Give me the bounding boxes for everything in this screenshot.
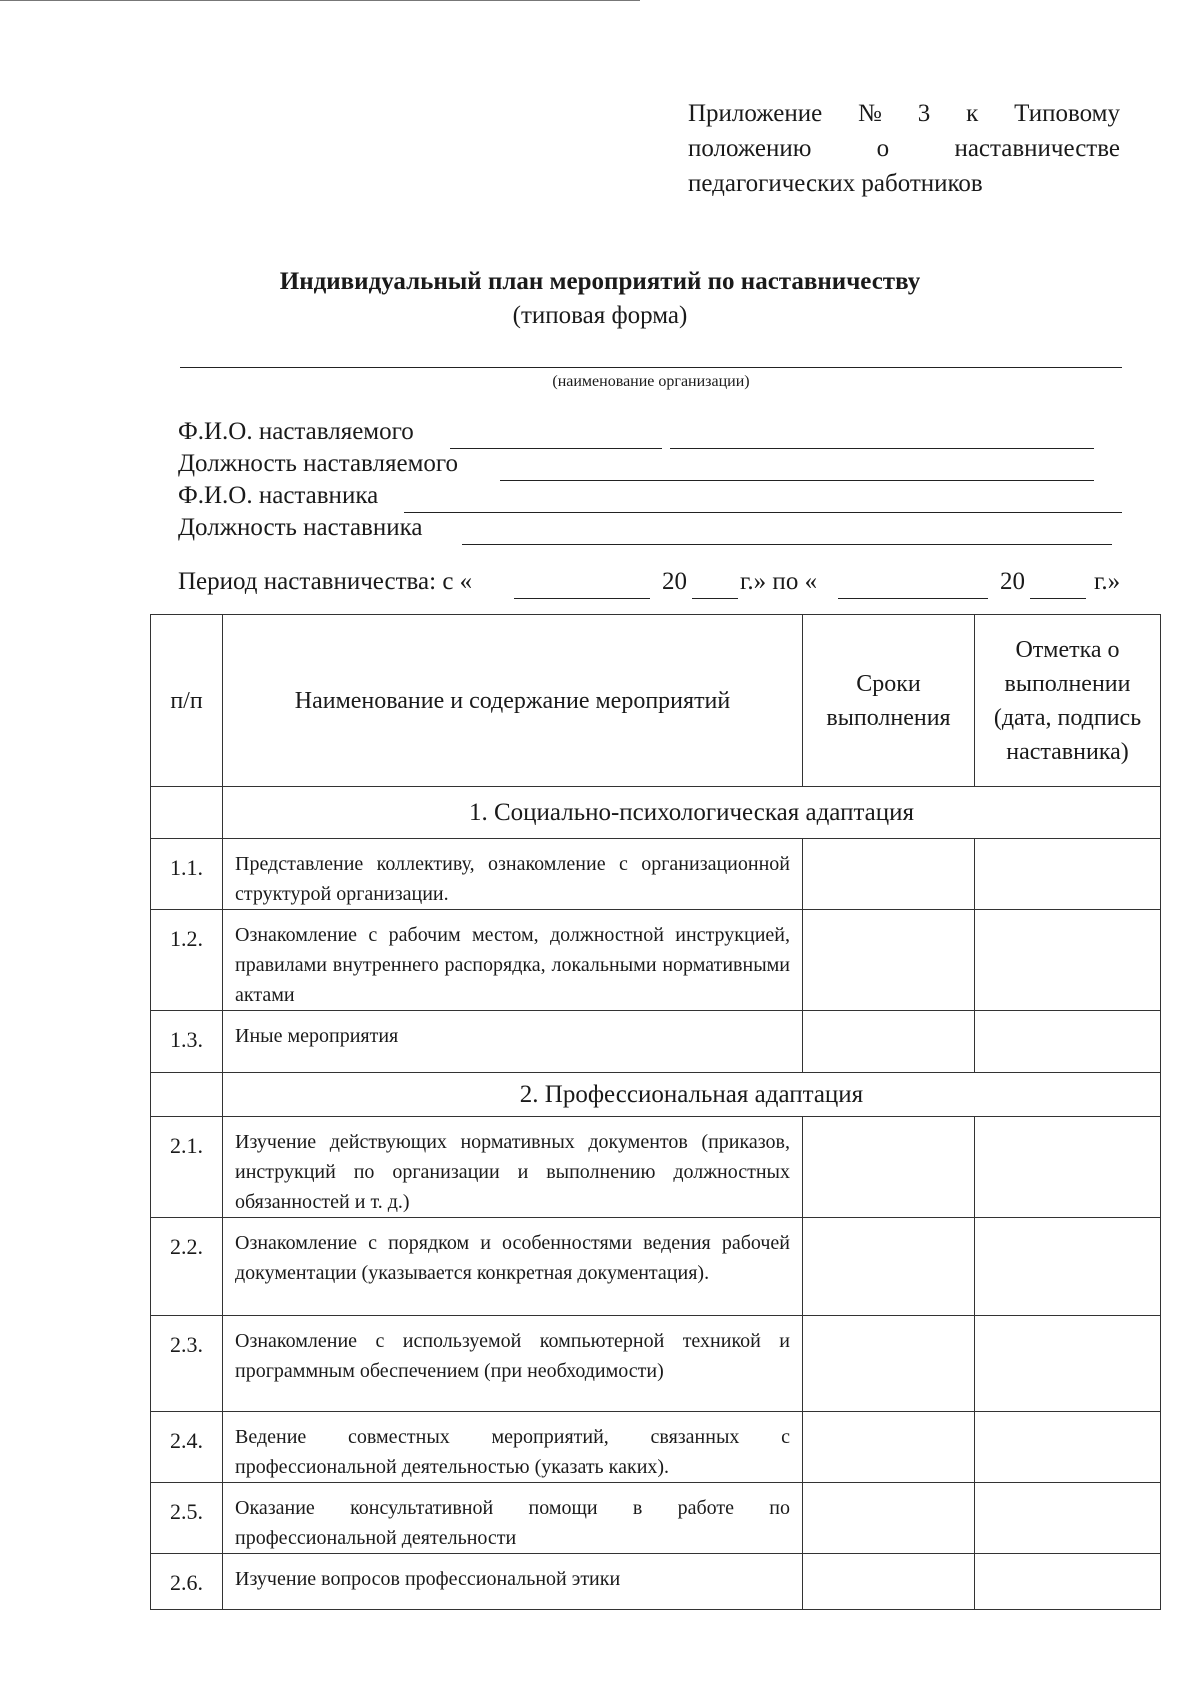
row-deadline-cell[interactable]: [803, 1554, 975, 1610]
table-row: [151, 1483, 1161, 1554]
row-num: 2.6.: [151, 1554, 223, 1610]
row-text: Ознакомление с порядком и особенностями ведения рабочей документации (указывается конкретная документация).: [223, 1218, 803, 1316]
row-text: Изучение вопросов профессиональной этики: [223, 1554, 803, 1610]
table-row: [151, 1011, 1161, 1073]
section-row: [151, 787, 1161, 839]
table-header-row: [151, 615, 1161, 787]
row-num: 2.2.: [151, 1218, 223, 1316]
row-num: 2.1.: [151, 1117, 223, 1218]
row-mark-cell[interactable]: [975, 1483, 1161, 1554]
appendix-word: о: [876, 135, 890, 162]
row-mark-cell[interactable]: [975, 1011, 1161, 1073]
table-row: [151, 1554, 1161, 1610]
row-num: 1.3.: [151, 1011, 223, 1073]
appendix-word: Приложение: [688, 100, 823, 127]
period-end-year-blank[interactable]: [1030, 598, 1086, 599]
period-year-1: 20: [662, 568, 687, 595]
mentee-position-blank[interactable]: [500, 480, 1094, 481]
row-mark-cell[interactable]: [975, 1316, 1161, 1412]
mentee-name-blank-2[interactable]: [670, 448, 1094, 449]
header-mark: Отметка о выполнении (дата, подпись наставника): [975, 615, 1161, 787]
appendix-word: положению: [688, 135, 812, 162]
table-row: [151, 1316, 1161, 1412]
section-title: 1. Социально-психологическая адаптация: [223, 787, 1161, 839]
row-num: 2.4.: [151, 1412, 223, 1483]
row-num: 2.5.: [151, 1483, 223, 1554]
document-subtitle: (типовая форма): [512, 302, 688, 329]
mentee-position-field: [178, 450, 458, 478]
row-text: Ознакомление с используемой компьютерной техникой и программным обеспечением (при необходимости): [223, 1316, 803, 1412]
table-row: [151, 1218, 1161, 1316]
row-text: Изучение действующих нормативных документов (приказов, инструкций по организации и выполнению должностных обязанностей и т. д.): [223, 1117, 803, 1218]
row-deadline-cell[interactable]: [803, 910, 975, 1011]
section-row: [151, 1073, 1161, 1117]
appendix-word: Типовому: [1014, 100, 1120, 127]
period-end-day-blank[interactable]: [838, 598, 988, 599]
mentoring-period: [178, 568, 1138, 602]
appendix-line-2: [688, 131, 1120, 166]
row-num: 1.1.: [151, 839, 223, 910]
table-row: [151, 1117, 1161, 1218]
row-mark-cell[interactable]: [975, 1218, 1161, 1316]
section-title: 2. Профессиональная адаптация: [223, 1073, 1161, 1117]
table-row: [151, 1412, 1161, 1483]
row-text: Ознакомление с рабочим местом, должностной инструкцией, правилами внутреннего распорядка, локальными нормативными актами: [223, 910, 803, 1011]
organization-caption: (наименование организации): [552, 373, 750, 390]
row-mark-cell[interactable]: [975, 910, 1161, 1011]
appendix-word: наставничестве: [954, 135, 1120, 162]
row-deadline-cell[interactable]: [803, 1218, 975, 1316]
section-num-cell: [151, 787, 223, 839]
mentor-name-field: [178, 482, 378, 510]
mentor-position-blank[interactable]: [462, 544, 1112, 545]
scan-top-rule: [0, 0, 640, 1]
row-deadline-cell[interactable]: [803, 1316, 975, 1412]
row-mark-cell[interactable]: [975, 1554, 1161, 1610]
appendix-line-1: [688, 96, 1120, 131]
header-deadline: Сроки выполнения: [803, 615, 975, 787]
mentor-name-label: Ф.И.О. наставника: [178, 482, 379, 509]
row-deadline-cell[interactable]: [803, 1483, 975, 1554]
mentor-name-blank[interactable]: [404, 512, 1122, 513]
row-text: Иные мероприятия: [223, 1011, 803, 1073]
appendix-word: к: [966, 100, 979, 127]
row-text: Оказание консультативной помощи в работе по профессиональной деятельности: [223, 1483, 803, 1554]
appendix-word: 3: [917, 100, 931, 127]
mentee-name-blank-1[interactable]: [450, 448, 662, 449]
row-mark-cell[interactable]: [975, 1412, 1161, 1483]
appendix-line-3: педагогических работников: [688, 170, 983, 197]
mentee-position-label: Должность наставляемого: [178, 450, 459, 477]
organization-name-line[interactable]: [180, 367, 1122, 368]
period-year-2: 20: [1000, 568, 1025, 595]
row-text: Ведение совместных мероприятий, связанных с профессиональной деятельностью (указать каких).: [223, 1412, 803, 1483]
mentee-name-field: [178, 418, 414, 446]
table-row: [151, 839, 1161, 910]
mentee-name-label: Ф.И.О. наставляемого: [178, 418, 414, 445]
period-suffix: г.»: [1094, 568, 1121, 595]
appendix-note: [688, 96, 1120, 201]
row-text: Представление коллективу, ознакомление с организационной структурой организации.: [223, 839, 803, 910]
mentor-position-label: Должность наставника: [178, 514, 423, 541]
row-mark-cell[interactable]: [975, 1117, 1161, 1218]
mentoring-plan-table: [150, 614, 1161, 1610]
row-deadline-cell[interactable]: [803, 1412, 975, 1483]
mentor-position-field: [178, 514, 422, 542]
header-name: Наименование и содержание мероприятий: [223, 615, 803, 787]
document-title: Индивидуальный план мероприятий по наставничеству: [279, 268, 921, 295]
period-start-day-blank[interactable]: [514, 598, 650, 599]
row-deadline-cell[interactable]: [803, 839, 975, 910]
row-num: 1.2.: [151, 910, 223, 1011]
section-num-cell: [151, 1073, 223, 1117]
header-num: п/п: [151, 615, 223, 787]
period-start-year-blank[interactable]: [692, 598, 738, 599]
row-num: 2.3.: [151, 1316, 223, 1412]
row-mark-cell[interactable]: [975, 839, 1161, 910]
period-prefix: Период наставничества: с «: [178, 568, 473, 595]
appendix-word: №: [858, 100, 882, 127]
table-row: [151, 910, 1161, 1011]
row-deadline-cell[interactable]: [803, 1117, 975, 1218]
period-middle: г.» по «: [740, 568, 818, 595]
row-deadline-cell[interactable]: [803, 1011, 975, 1073]
